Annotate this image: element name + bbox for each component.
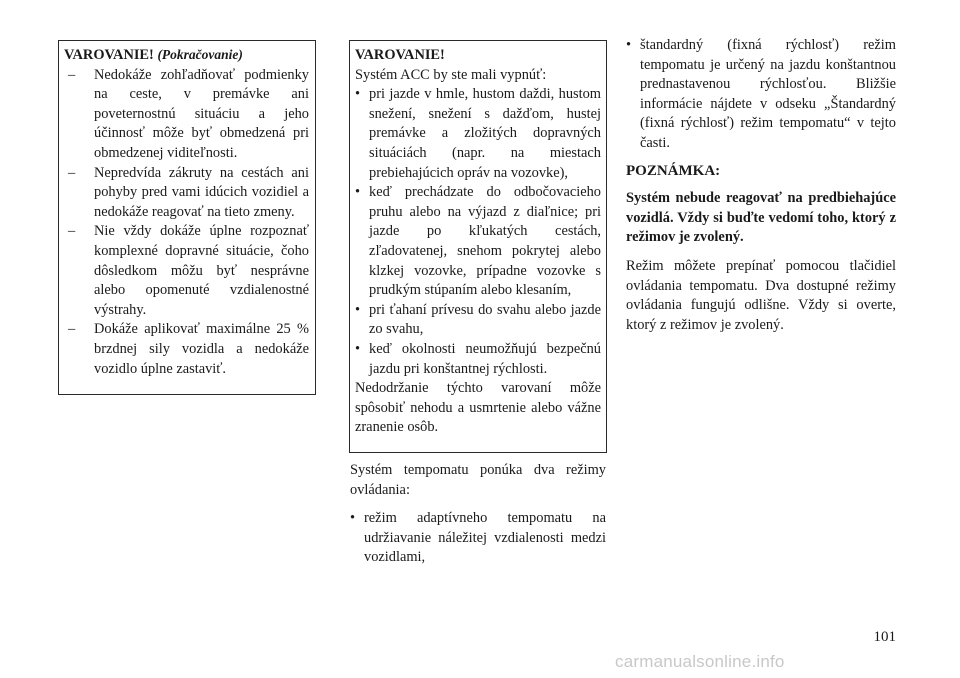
watermark: carmanualsonline.info <box>615 652 785 671</box>
list-item <box>64 164 309 223</box>
list-item <box>64 320 309 379</box>
warning-subtitle: (Pokračovanie) <box>157 47 243 62</box>
modes-list <box>350 509 606 568</box>
list-item <box>355 301 601 340</box>
dash-marker: – <box>68 223 76 240</box>
page-number: 101 <box>873 629 896 645</box>
dash-marker: – <box>68 164 76 181</box>
bullet-marker: • <box>355 340 361 357</box>
note-bold-text: Systém nebude reagovať na predbiehajúce vozidlá. Vždy si buďte vedomí toho, ktorý z režimov je zvolený. <box>626 190 896 246</box>
bullet-marker: • <box>355 301 361 318</box>
cruise-modes-intro <box>350 461 606 568</box>
list-item-text: pri ťahaní prívesu do svahu alebo jazde zo svahu, <box>369 301 601 338</box>
bullet-marker: • <box>355 86 361 103</box>
list-item <box>64 66 309 164</box>
warning-title-text: VAROVANIE! <box>64 47 154 63</box>
dash-marker: – <box>68 66 76 83</box>
warning-title <box>64 45 309 66</box>
bullet-marker: • <box>355 184 361 201</box>
list-item <box>355 183 601 301</box>
list-item <box>64 222 309 320</box>
list-item <box>350 509 606 568</box>
warning-bullet-list <box>355 85 601 379</box>
warning-outro: Nedodržanie týchto varovaní môže spôsobiť nehodu a usmrtenie alebo vážne zranenie osôb. <box>355 380 601 436</box>
list-item-text: Nepredvída zákruty na cestách ani pohyby pred vami idúcich vozidiel a nedokáže reagovať na tieto zmeny. <box>94 164 309 220</box>
list-item-text: Nie vždy dokáže úplne rozpoznať komplexné dopravné situácie, čoho dôsledkom môžu byť nesprávne alebo opomenuté vzdialenostné výstrahy. <box>94 223 309 318</box>
right-column <box>626 36 896 335</box>
bullet-marker: • <box>350 510 356 527</box>
warning-title: VAROVANIE! <box>355 47 445 63</box>
list-item-text: štandardný (fixná rýchlosť) režim tempomatu je určený na jazdu konštantnou prednastavenou rýchlosťou. Bližšie informácie nájdete v odseku „Štandardný (fixná rýchlosť) režim tempomatu“ v tejto časti. <box>640 37 896 151</box>
warning-box-acc <box>349 40 607 453</box>
note-text: Režim môžete prepínať pomocou tlačidiel ovládania tempomatu. Dva dostupné režimy ovládania fungujú odlišne. Vždy si overte, ktorý z režimov je zvolený. <box>626 257 896 333</box>
warning-box-continued <box>58 40 316 395</box>
list-item <box>355 85 601 183</box>
bullet-marker: • <box>626 37 632 53</box>
note-heading: POZNÁMKA: <box>626 162 721 179</box>
modes-list-continued <box>626 36 896 154</box>
body-paragraph: Systém tempomatu ponúka dva režimy ovládania: <box>350 462 606 498</box>
list-item-text: Dokáže aplikovať maximálne 25 % brzdnej sily vozidla a nedokáže vozidlo úplne zastaviť. <box>94 321 309 377</box>
list-item <box>626 36 896 154</box>
list-item-text: Nedokáže zohľadňovať podmienky na ceste, v premávke ani poveternostnú situáciu a jeho účinnosť môže byť obmedzená pri obmedzenej viditeľnosti. <box>94 66 309 161</box>
warning-intro: Systém ACC by ste mali vypnúť: <box>355 66 547 83</box>
list-item-text: keď prechádzate do odbočovacieho pruhu alebo na výjazd z diaľnice; pri jazde po kľukatých cestách, zľadovatenej, snehom pokrytej alebo klzkej vozovke, prípadne vozovke s prudkým stúpaním alebo klesaním, <box>369 184 601 299</box>
warning-dash-list <box>64 66 309 380</box>
list-item-text: keď okolnosti neumožňujú bezpečnú jazdu pri konštantnej rýchlosti. <box>369 340 601 377</box>
list-item <box>355 340 601 379</box>
list-item-text: pri jazde v hmle, hustom daždi, hustom snežení, snežení s dažďom, hustej premávke a zložitých dopravných situáciách (napr. na miestach prebiehajúcich opráv na vozovke), <box>369 86 601 181</box>
dash-marker: – <box>68 321 76 338</box>
list-item-text: režim adaptívneho tempomatu na udržiavanie náležitej vzdialenosti medzi vozidlami, <box>364 510 606 566</box>
